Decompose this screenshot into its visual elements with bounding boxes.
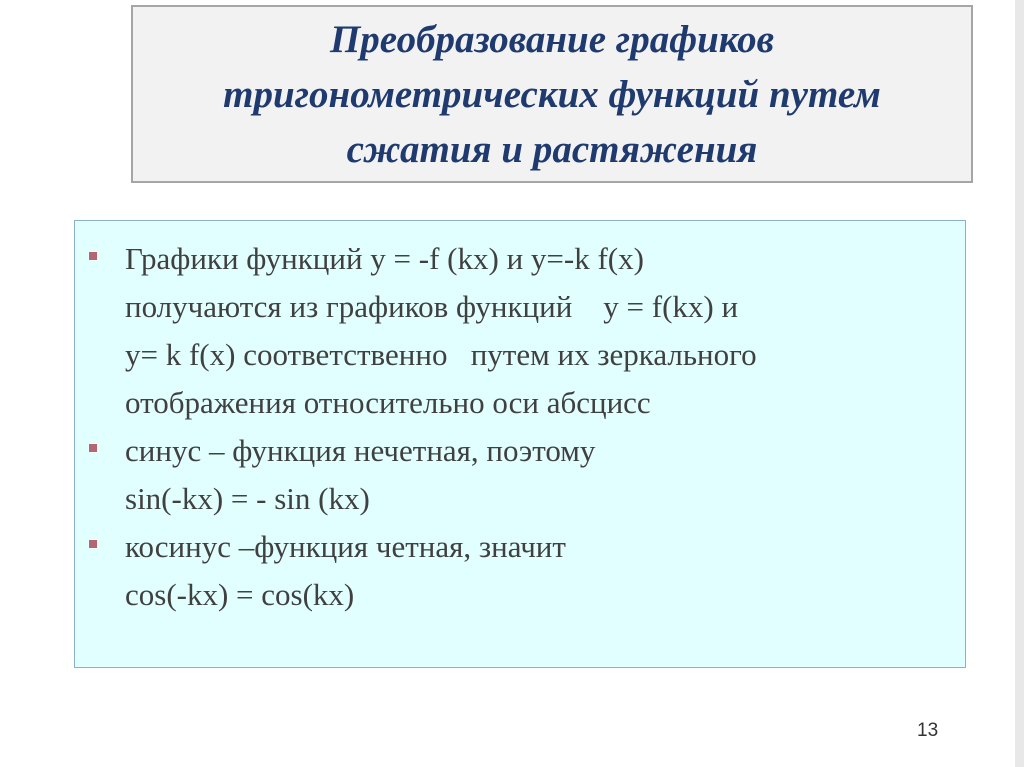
bullet-text-line: y= k f(x) соответственно путем их зеркального <box>125 337 757 372</box>
content-box <box>74 220 966 668</box>
bullet-text-line: cos(-kx) = cos(kx) <box>125 577 355 612</box>
bullet-item-cosine-even <box>89 523 939 619</box>
bullet-list <box>89 235 939 619</box>
bullet-text-line: sin(-kx) = - sin (kx) <box>125 481 370 516</box>
slide-number: 13 <box>917 720 939 741</box>
bullet-text-line: получаются из графиков функций y = f(kx) и <box>125 289 739 324</box>
bullet-text-line: синус – функция нечетная, поэтому <box>125 433 596 468</box>
bullet-item-sine-odd <box>89 427 939 523</box>
title-box <box>131 5 973 183</box>
square-bullet-icon <box>89 540 97 548</box>
square-bullet-icon <box>89 444 97 452</box>
bullet-text-line: отображения относительно оси абсцисс <box>125 385 651 420</box>
title-line: тригонометрических функций путем <box>223 72 881 116</box>
bullet-text-line: косинус –функция четная, значит <box>125 529 566 564</box>
slide-edge <box>1015 0 1024 767</box>
bullet-text-line: Графики функций y = -f (kx) и y=-k f(x) <box>125 241 644 276</box>
bullet-item-graph-reflection <box>89 235 939 427</box>
title-line: Преобразование графиков <box>329 17 775 61</box>
square-bullet-icon <box>89 252 97 260</box>
slide-title <box>162 12 942 177</box>
title-line: сжатия и растяжения <box>346 127 758 171</box>
